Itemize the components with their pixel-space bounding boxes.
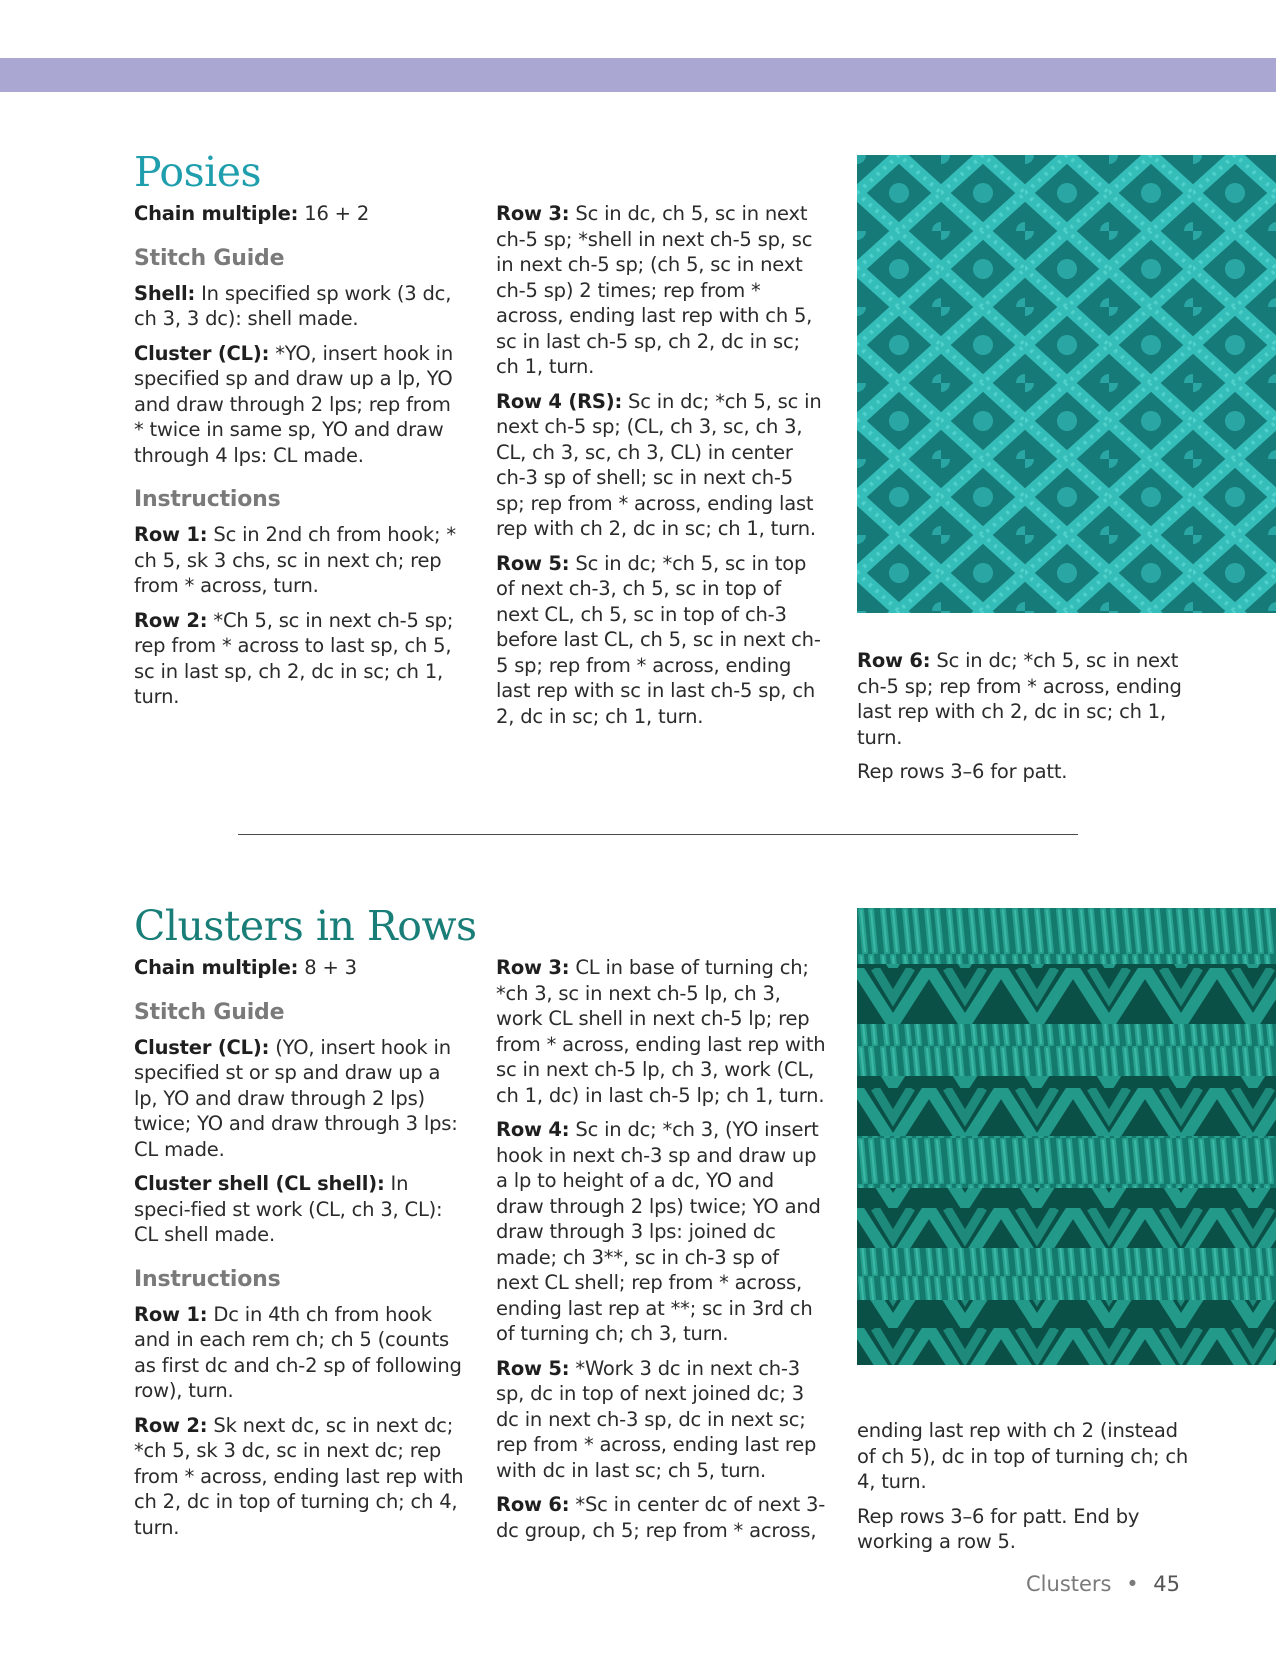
clusters-row-3: Row 3: CL in base of turning ch; *ch 3, sc in next ch-5 lp, ch 3, work CL shell in next ch-5 lp; rep from * across, ending last rep with sc in next ch-5 lp, ch 3, work (CL, ch 1, dc) in last ch-5 lp; ch 1, turn. bbox=[496, 956, 826, 1107]
posies-row-6: Row 6: Sc in dc; *ch 5, sc in next ch-5 sp; rep from * across, ending last rep with ch 2, dc in sc; ch 1, turn. bbox=[857, 649, 1182, 749]
posies-column-3 bbox=[857, 648, 1197, 794]
posies-instructions-heading: Instructions bbox=[134, 487, 281, 512]
clusters-column-2 bbox=[496, 955, 826, 1552]
clusters-row-6: Row 6: *Sc in center dc of next 3-dc group, ch 5; rep from * across, bbox=[496, 1493, 826, 1542]
posies-swatch-image bbox=[857, 155, 1276, 613]
clusters-row-2: Row 2: Sk next dc, sc in next dc; *ch 5, sk 3 dc, sc in next dc; rep from * across, ending last rep with ch 2, dc in top of turning ch; ch 4, turn. bbox=[134, 1413, 464, 1539]
posies-title: Posies bbox=[134, 148, 262, 196]
clusters-repeat-note: Rep rows 3–6 for patt. End by working a row 5. bbox=[857, 1504, 1140, 1553]
posies-cluster-def: Cluster (CL): *YO, insert hook in specified sp and draw up a lp, YO and draw through 2 lps; rep from * twice in same sp, YO and draw through 4 lps: CL made. bbox=[134, 341, 454, 467]
posies-column-2 bbox=[496, 201, 826, 738]
posies-row-5: Row 5: Sc in dc; *ch 5, sc in top of next ch-3, ch 5, sc in top of next CL, ch 5, sc in top of ch-3 before last CL, ch 5, sc in next ch-5 sp; rep from * across, ending last rep with sc in last ch-5 sp, ch 2, dc in sc; ch 1, turn. bbox=[496, 551, 821, 728]
page-footer bbox=[1026, 1572, 1180, 1596]
clusters-clshell-def: Cluster shell (CL shell): In speci-fied st work (CL, ch 3, CL): CL shell made. bbox=[134, 1172, 443, 1246]
clusters-row-6-continued: ending last rep with ch 2 (instead of ch 5), dc in top of turning ch; ch 4, turn. bbox=[857, 1419, 1189, 1493]
posies-swatch-photo bbox=[857, 155, 1276, 613]
posies-shell-def: Shell: In specified sp work (3 dc, ch 3, 3 dc): shell made. bbox=[134, 281, 452, 330]
page-number: 45 bbox=[1153, 1572, 1180, 1596]
posies-row-2: Row 2: *Ch 5, sc in next ch-5 sp; rep from * across to last sp, ch 5, sc in last sp, ch 2, dc in sc; ch 1, turn. bbox=[134, 608, 454, 708]
posies-repeat-note: Rep rows 3–6 for patt. bbox=[857, 760, 1068, 783]
clusters-instructions-heading: Instructions bbox=[134, 1266, 281, 1292]
clusters-cluster-def: Cluster (CL): (YO, insert hook in specified st or sp and draw up a lp, YO and draw through 2 lps) twice; YO and draw through 3 lps: CL made. bbox=[134, 1035, 458, 1161]
posies-chain-multiple: Chain multiple: 16 + 2 bbox=[134, 202, 370, 225]
clusters-column-3 bbox=[857, 1418, 1197, 1564]
clusters-row-1: Row 1: Dc in 4th ch from hook and in each rem ch; ch 5 (counts as first dc and ch-2 sp of following row), turn. bbox=[134, 1302, 462, 1402]
clusters-column-1 bbox=[134, 955, 464, 1549]
posies-row-3: Row 3: Sc in dc, ch 5, sc in next ch-5 sp; *shell in next ch-5 sp, sc in next ch-5 sp; (ch 5, sc in next ch-5 sp) 2 times; rep from * across, ending last rep with ch 5, sc in last ch-5 sp, ch 2, dc in sc; ch 1, turn. bbox=[496, 202, 813, 378]
clusters-swatch-image bbox=[857, 908, 1276, 1365]
section-divider bbox=[238, 834, 1078, 835]
clusters-swatch-photo bbox=[857, 908, 1276, 1365]
posies-stitch-guide-heading: Stitch Guide bbox=[134, 245, 285, 271]
clusters-chain-multiple: Chain multiple: 8 + 3 bbox=[134, 956, 357, 979]
clusters-stitch-guide-heading: Stitch Guide bbox=[134, 999, 285, 1025]
footer-bullet: • bbox=[1126, 1572, 1139, 1596]
posies-row-4: Row 4 (RS): Sc in dc; *ch 5, sc in next ch-5 sp; (CL, ch 3, sc, ch 3, CL, ch 3, sc, ch 3, CL) in center ch-3 sp of shell; sc in next ch-5 sp; rep from * across, ending last rep with ch 2, dc in sc; ch 1, turn. bbox=[496, 389, 822, 540]
footer-chapter: Clusters bbox=[1026, 1572, 1112, 1596]
clusters-row-4: Row 4: Sc in dc; *ch 3, (YO insert hook in next ch-3 sp and draw up a lp to height of a dc, YO and draw through 2 lps) twice; YO and draw through 3 lps: joined dc made; ch 3**, sc in ch-3 sp of next CL shell; rep from * across, ending last rep at **; sc in 3rd ch of turning ch; ch 3, turn. bbox=[496, 1118, 821, 1345]
header-color-band bbox=[0, 58, 1276, 92]
clusters-title: Clusters in Rows bbox=[134, 902, 477, 950]
clusters-row-5: Row 5: *Work 3 dc in next ch-3 sp, dc in top of next joined dc; 3 dc in next ch-3 sp, dc in next sc; rep from * across, ending last rep with dc in last sc; ch 5, turn. bbox=[496, 1356, 817, 1482]
posies-row-1: Row 1: Sc in 2nd ch from hook; * ch 5, sk 3 chs, sc in next ch; rep from * across, turn. bbox=[134, 523, 456, 597]
posies-column-1 bbox=[134, 201, 464, 719]
